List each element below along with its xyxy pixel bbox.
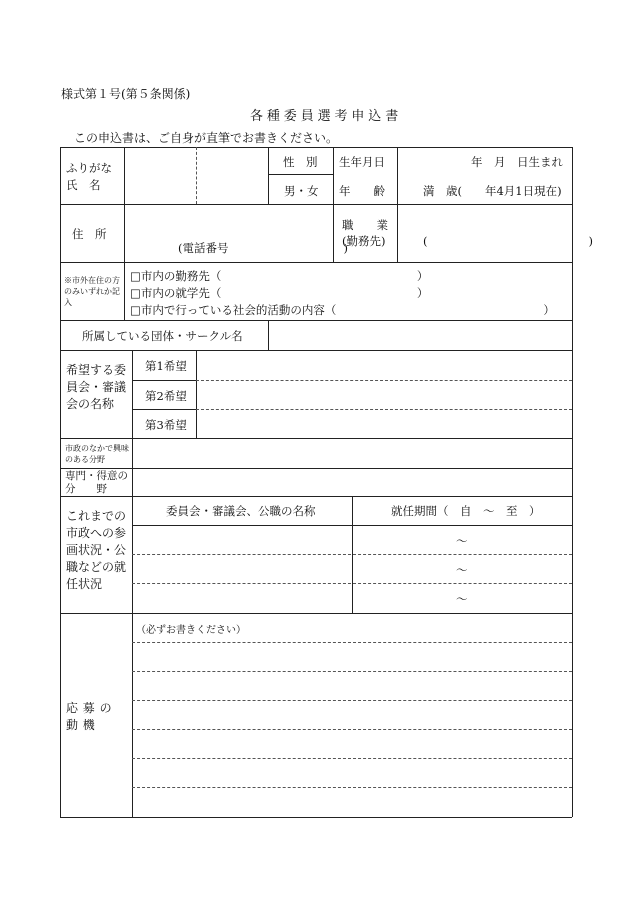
gender-label: 性 別 [283, 155, 318, 169]
occupation-field[interactable]: ( ) [423, 234, 593, 248]
age-value[interactable]: 満 歳( 年4月1日現在) [423, 184, 562, 198]
specialty-label: 専門・得意の分 野 [65, 470, 128, 495]
form-title: 各種委員選考申込書 [250, 109, 403, 124]
checkbox-school[interactable]: □市内の就学先（ ） [130, 286, 429, 300]
history-name-header: 委員会・審議会、公職の名称 [166, 504, 316, 518]
gender-options[interactable]: 男・女 [284, 184, 319, 198]
form-instruction: この申込書は、ご自身が直筆でお書きください。 [74, 131, 339, 145]
checkbox-workplace[interactable]: □市内の勤務先（ ） [130, 269, 429, 283]
history-label: これまでの市政への参画状況・公職などの就任状況 [66, 509, 127, 591]
form-id: 様式第１号(第５条関係) [61, 87, 191, 101]
motive-note: （必ずお書きください） [136, 625, 246, 636]
birth-label: 生年月日 [339, 155, 385, 169]
wish-second-label: 第2希望 [145, 389, 187, 403]
checkbox-social[interactable]: □市内で行っている社会的活動の内容（ ） [130, 303, 555, 317]
history-period-3[interactable]: ～ [456, 592, 468, 606]
birth-value[interactable]: 年 月 日生まれ [471, 155, 563, 169]
wish-label: 希望する委員会・審議会の名称 [66, 363, 127, 411]
phone-field[interactable]: (電話番号 ) [178, 241, 348, 255]
age-label: 年 齢 [339, 184, 385, 198]
history-period-header: 就任期間（ 自 ～ 至 ） [391, 504, 541, 518]
history-period-1[interactable]: ～ [456, 534, 468, 548]
interest-label: 市政のなかで興味のある分野 [65, 444, 129, 464]
groups-label: 所属している団体・サークル名 [82, 329, 243, 343]
occupation-label: 職 業 (勤務先) [342, 218, 388, 248]
wish-third-label: 第3希望 [145, 418, 187, 432]
history-period-2[interactable]: ～ [456, 563, 468, 577]
wish-first-label: 第1希望 [145, 359, 187, 373]
furigana-name-label: ふりがな 氏 名 [66, 161, 112, 192]
motive-label: 応募の動機 [66, 701, 117, 732]
outside-residents-label: ※市外在住の方のみいずれか記入 [64, 276, 120, 307]
address-label: 住 所 [72, 227, 107, 241]
